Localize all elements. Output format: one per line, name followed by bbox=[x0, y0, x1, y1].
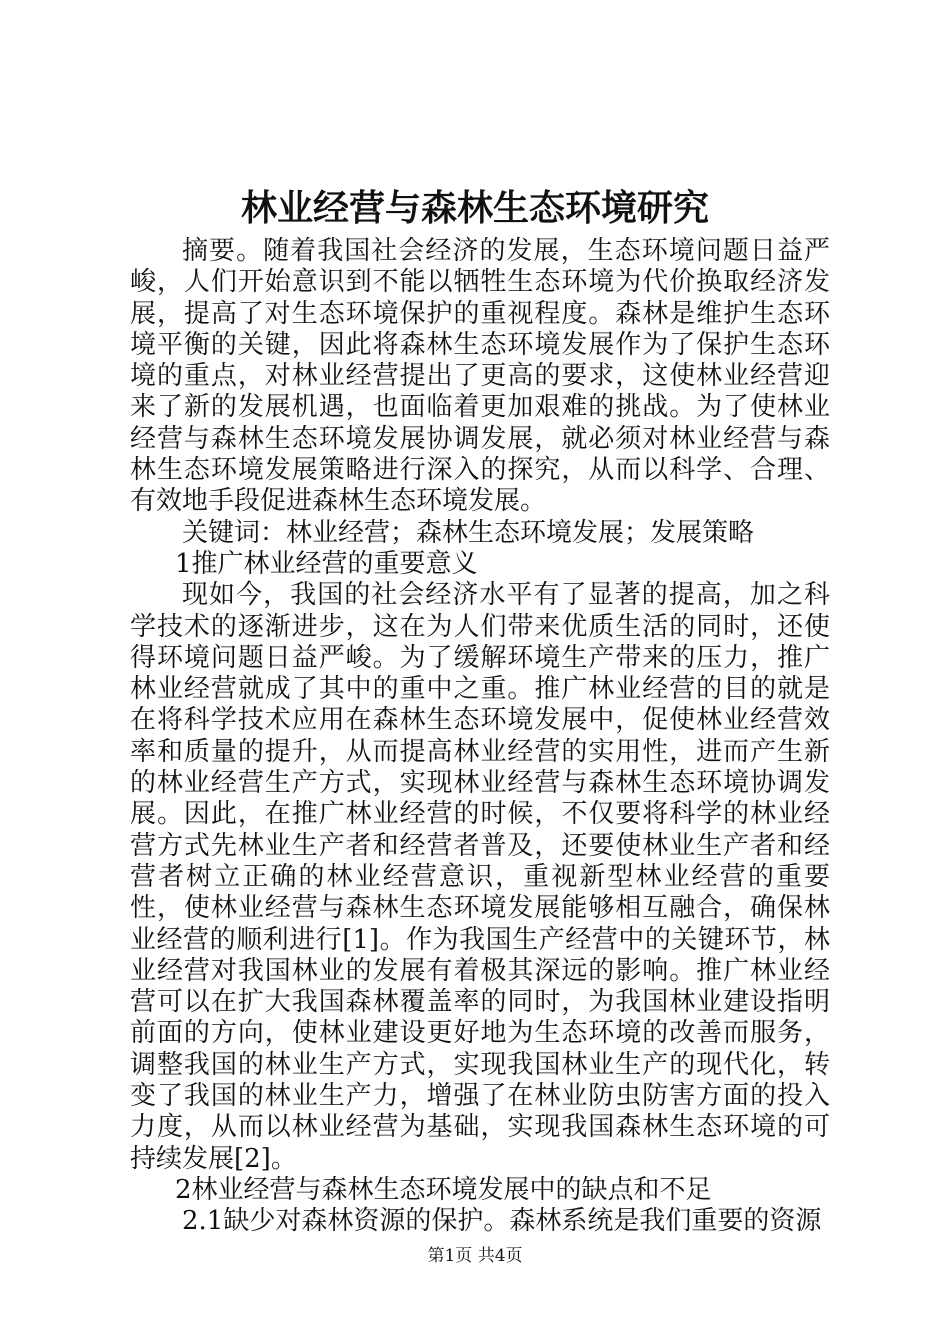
section-1-heading: 1推广林业经营的重要意义 bbox=[175, 548, 478, 579]
page-footer: 第1页 共4页 bbox=[427, 1246, 523, 1266]
document-body bbox=[130, 236, 830, 1238]
document-title: 林业经营与森林生态环境研究 bbox=[240, 187, 709, 229]
section-2-heading: 2林业经营与森林生态环境发展中的缺点和不足 bbox=[175, 1174, 712, 1205]
section-2-1-paragraph: 2.1缺少对森林资源的保护。森林系统是我们重要的资源 bbox=[182, 1206, 822, 1237]
abstract-paragraph: 摘要。随着我国社会经济的发展，生态环境问题日益严峻，人们开始意识到不能以牺牲生态环境为代价换取经济发展，提高了对生态环境保护的重视程度。森林是维护生态环境平衡的关键，因此将森林生态环境发展作为了保护生态环境的重点，对林业经营提出了更高的要求，这使林业经营迎来了新的发展机遇，也面临着更加艰难的挑战。为了使林业经营与森林生态环境发展协调发展，就必须对林业经营与森林生态环境发展策略进行深入的探究，从而以科学、合理、有效地手段促进森林生态环境发展。 bbox=[130, 236, 830, 517]
section-1-paragraph: 现如今，我国的社会经济水平有了显著的提高，加之科学技术的逐渐进步，这在为人们带来优质生活的同时，还使得环境问题日益严峻。为了缓解环境生产带来的压力，推广林业经营就成了其中的重中之重。推广林业经营的目的就是在将科学技术应用在森林生态环境发展中，促使林业经营效率和质量的提升，从而提高林业经营的实用性，进而产生新的林业经营生产方式，实现林业经营与森林生态环境协调发展。因此，在推广林业经营的时候，不仅要将科学的林业经营方式先林业生产者和经营者普及，还要使林业生产者和经营者树立正确的林业经营意识，重视新型林业经营的重要性，使林业经营与森林生态环境发展能够相互融合，确保林业经营的顺利进行[1]。作为我国生产经营中的关键环节，林业经营对我国林业的发展有着极其深远的影响。推广林业经营可以在扩大我国森林覆盖率的同时，为我国林业建设指明前面的方向，使林业建设更好地为生态环境的改善而服务，调整我国的林业生产方式，实现我国林业生产的现代化，转变了我国的林业生产力，增强了在林业防虫防害方面的投入力度，从而以林业经营为基础，实现我国森林生态环境的可持续发展[2]。 bbox=[130, 580, 830, 1174]
keywords-line: 关键词：林业经营；森林生态环境发展；发展策略 bbox=[182, 517, 755, 548]
